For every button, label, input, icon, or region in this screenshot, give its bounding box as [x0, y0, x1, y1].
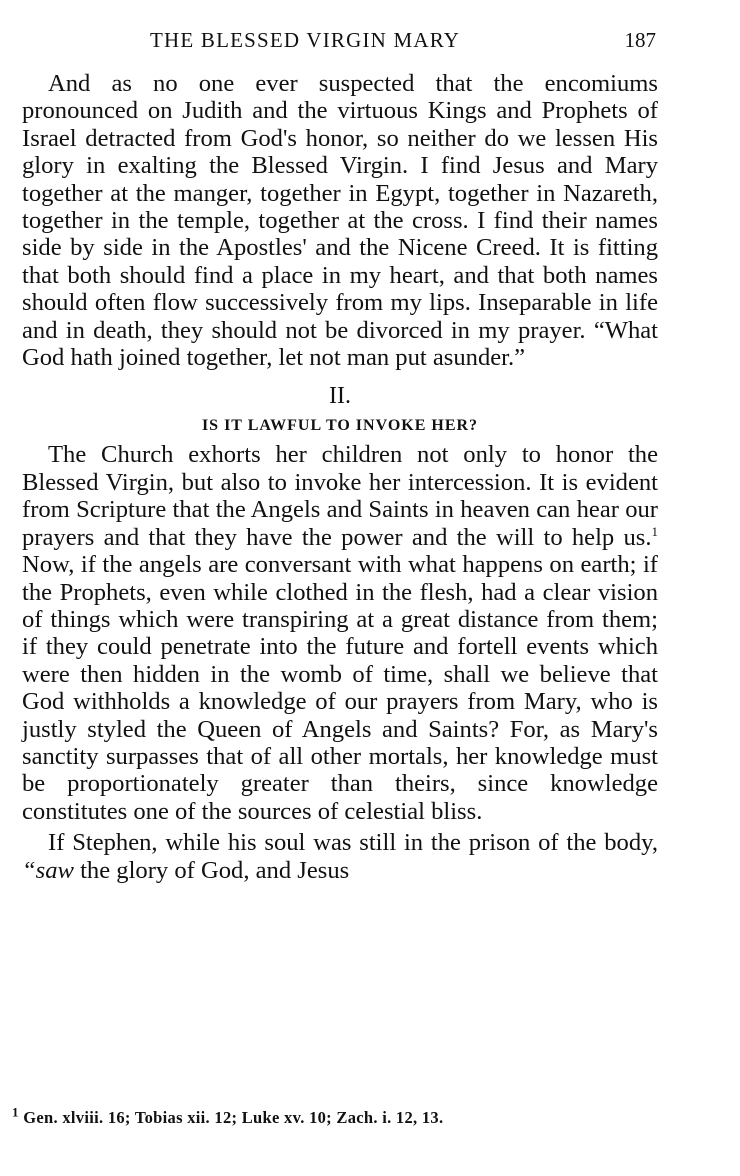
paragraph-3-text-a: If Stephen, while his soul was still in the prison of the body, — [48, 829, 658, 857]
footnote-text: Gen. xlviii. 16; Tobias xii. 12; Luke xv. 10; Zach. i. 12, 13. — [23, 1108, 444, 1127]
paragraph-2-text-a: The Church exhorts her children not only to honor the Blessed Virgin, but also to invoke her intercession. It is evident from Scripture that the Angels and Saints in heaven can hear our prayers and that they have the power and the will to help us. — [22, 441, 658, 551]
footnote-reference: 1 — [651, 523, 658, 539]
paragraph-1: And as no one ever suspected that the encomiums pronounced on Judith and the virtuous Kings and Prophets of Israel detracted from God's honor, so neither do we lessen His glory in exalting the Blessed Virgin. I find Jesus and Mary together at the manger, together in Egypt, together in Nazareth, together in the temple, together at the cross. I find their names side by side in the Apostles' and the Nicene Creed. It is fitting that both should find a place in my heart, and that both names should often flow successively from my lips. Inseparable in life and in death, they should not be divorced in my prayer. “What God hath joined together, let not man put asunder.” — [22, 70, 658, 372]
footnote — [12, 1104, 444, 1128]
book-page — [22, 22, 658, 884]
page-number: 187 — [624, 28, 656, 52]
page-header — [22, 22, 658, 58]
paragraph-3-text-b: the glory of God, and Jesus — [73, 856, 350, 884]
paragraph-2-text-b: Now, if the angels are conversant with what happens on earth; if the Prophets, even while clothed in the flesh, had a clear vision of things which were transpiring at a great distance from them; if they could penetrate into the future and fortell events which were then hidden in the womb of time, shall we believe that God withholds a knowledge of our prayers from Mary, who is justly styled the Queen of Angels and Saints? For, as Mary's sanctity surpasses that of all other mortals, her knowledge must be proportionately greater than theirs, since knowledge constitutes one of the sources of celestial bliss. — [22, 551, 658, 825]
section-title: IS IT LAWFUL TO INVOKE HER? — [201, 417, 479, 435]
paragraph-3-italic: “saw — [22, 856, 74, 884]
paragraph-3 — [22, 829, 658, 884]
paragraph-2 — [22, 441, 658, 825]
footnote-marker: 1 — [12, 1104, 19, 1120]
running-title: THE BLESSED VIRGIN MARY — [150, 28, 461, 52]
section-numeral: II. — [329, 383, 351, 410]
